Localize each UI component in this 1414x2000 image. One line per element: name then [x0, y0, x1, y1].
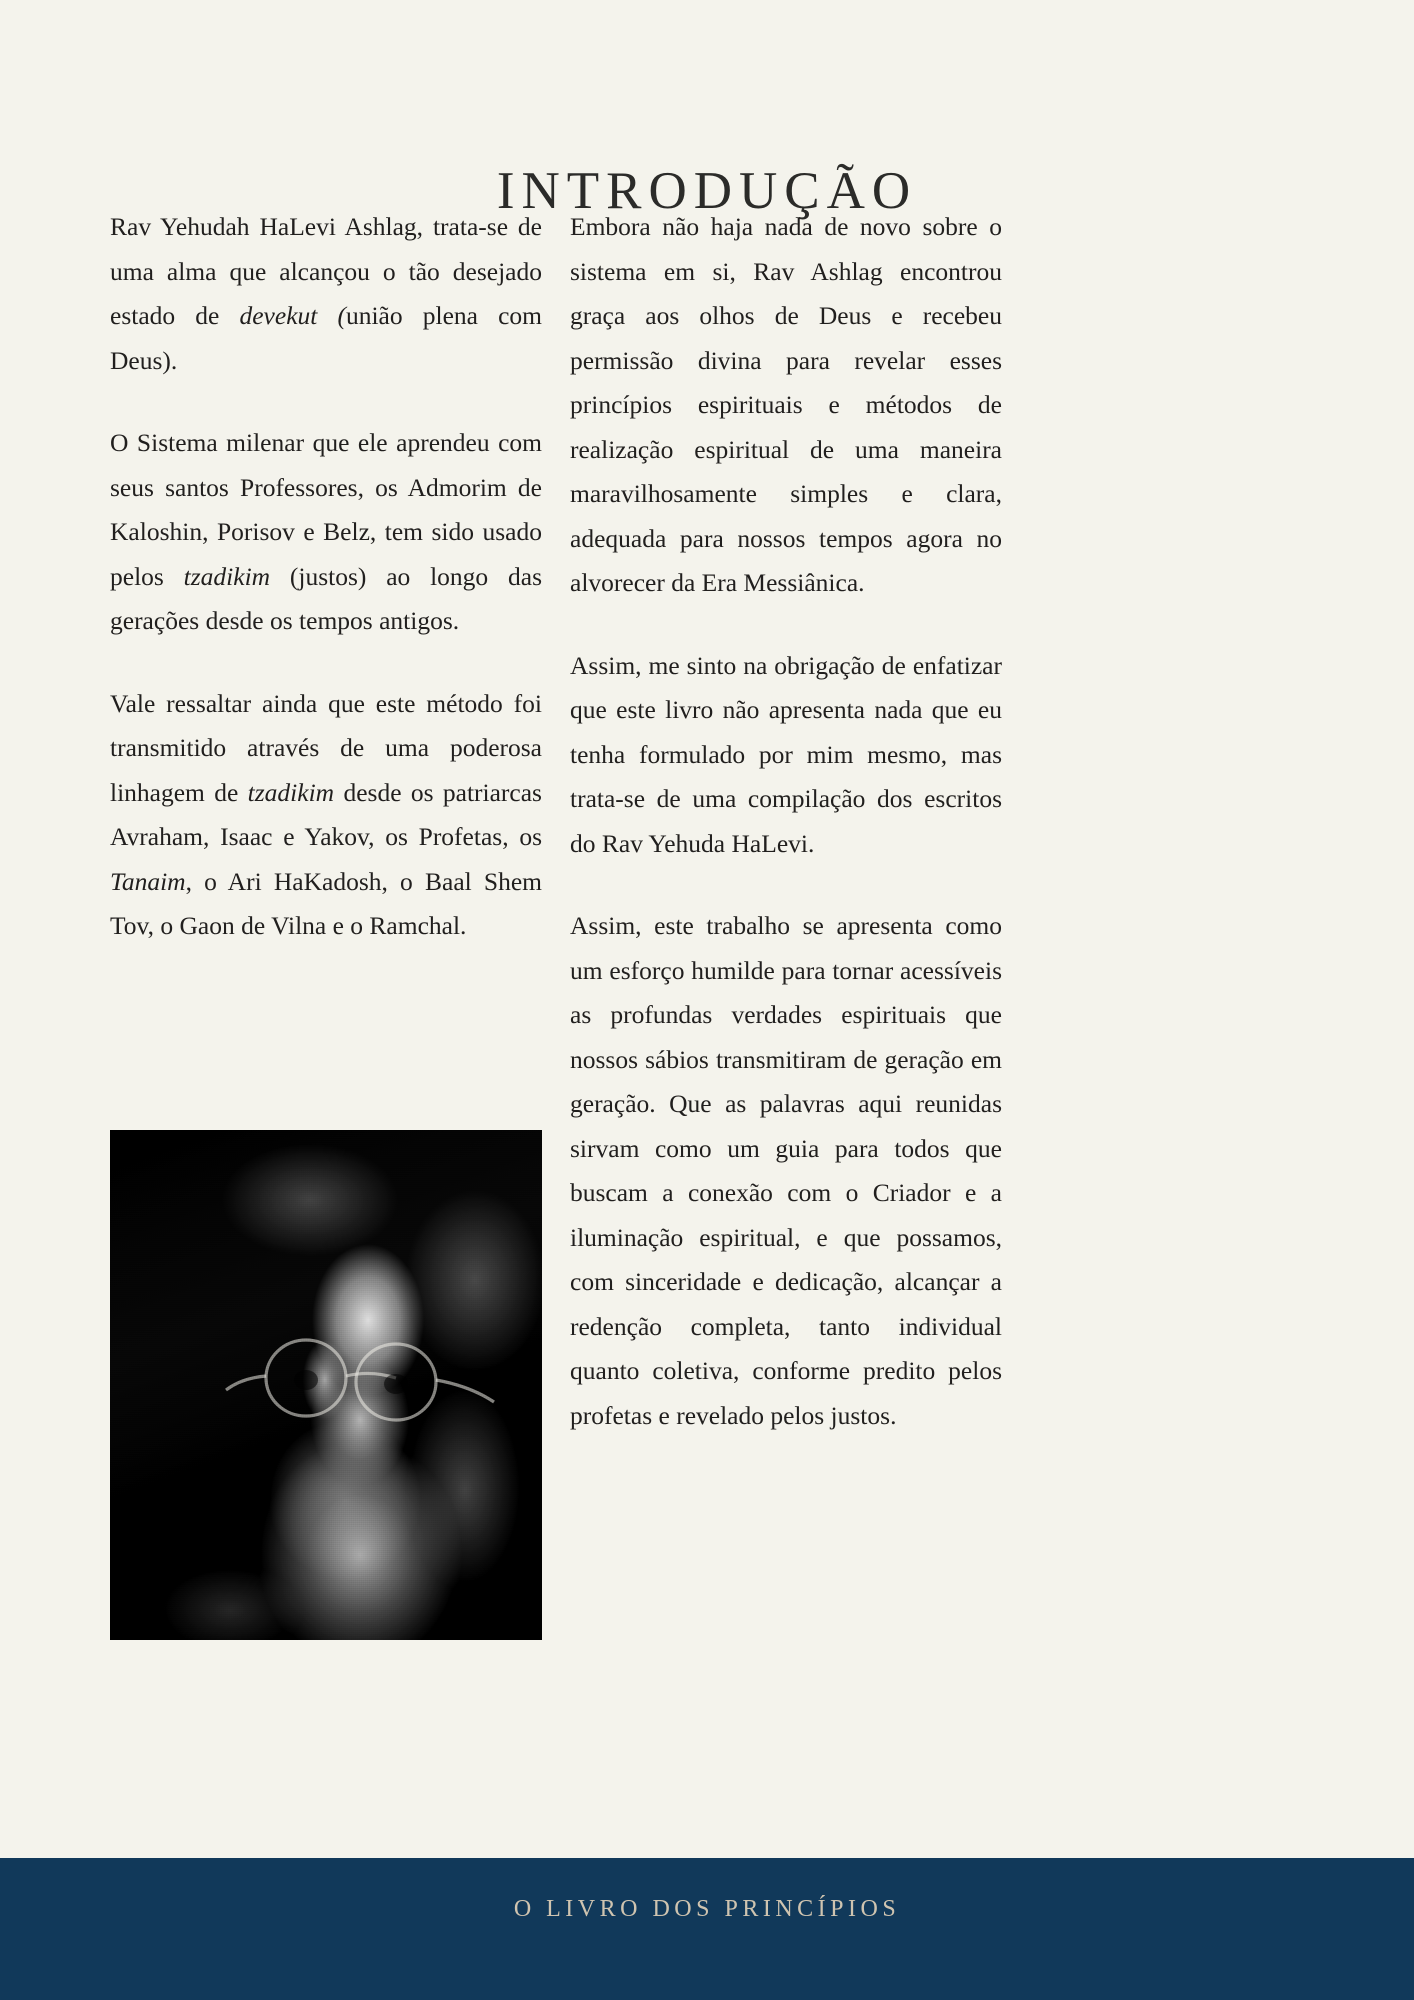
paragraph: [570, 205, 1002, 606]
emphasis-term: tzadikim: [247, 777, 335, 807]
page-footer-band: [0, 1858, 1414, 2000]
text-run: Rav Yehudah HaLevi Ashlag, trata-se de uma alma que alcançou o tão desejado estado de: [110, 212, 542, 330]
text-run: (justos) ao longo das gerações desde os tempos antigos.: [110, 561, 542, 635]
emphasis-term: devekut (: [239, 301, 346, 330]
text-run: , o Ari HaKadosh, o Baal Shem Tov, o Gaon de Vilna e o Ramchal.: [110, 866, 542, 940]
book-title-footer: O LIVRO DOS PRINCÍPIOS: [513, 1896, 901, 1922]
text-run: Embora não haja nada de novo sobre o sistema em si, Rav Ashlag encontrou graça aos olhos de Deus e recebeu permissão divina para revelar esses princípios espirituais e métodos de realização espiritual de uma maneira maravilhosamente simples e clara, adequada para nossos tempos agora no alvorecer da Era Messiânica.: [570, 212, 1002, 597]
page-title: INTRODUÇÃO: [496, 161, 918, 220]
text-run: desde os patriarcas Avraham, Isaac e Yakov, os Profetas, os: [110, 777, 542, 851]
text-run: O Sistema milenar que ele aprendeu com seus santos Professores, os Admorim de Kaloshin, Porisov e Belz, tem sido usado pelos: [110, 428, 542, 591]
rabbi-portrait-photo: [110, 1130, 542, 1640]
portrait-image: [110, 1130, 542, 1640]
paragraph: [570, 644, 1002, 867]
text-run: Vale ressaltar ainda que este método foi transmitido através de uma poderosa linhagem de: [110, 688, 542, 807]
paragraph: [110, 682, 542, 949]
paragraph: [570, 904, 1002, 1438]
paragraph: [110, 421, 542, 644]
paragraph: [110, 205, 542, 383]
emphasis-term: tzadikim: [183, 561, 271, 591]
text-column-right: [570, 205, 1002, 1438]
text-run: Assim, este trabalho se apresenta como um esforço humilde para tornar acessíveis as profundas verdades espirituais que nossos sábios transmitiram de geração em geração. Que as palavras aqui reunidas sirvam como um guia para todos que buscam a conexão com o Criador e a iluminação espiritual, e que possamos, com sinceridade e dedicação, alcançar a redenção completa, tanto individual quanto coletiva, conforme predito pelos profetas e revelado pelos justos.: [570, 911, 1002, 1430]
text-column-left: [110, 205, 542, 949]
text-run: Assim, me sinto na obrigação de enfatizar que este livro não apresenta nada que eu tenha formulado por mim mesmo, mas trata-se de uma compilação dos escritos do Rav Yehuda HaLevi.: [570, 650, 1002, 858]
text-run: união plena com Deus).: [110, 301, 543, 375]
emphasis-term: Tanaim: [110, 866, 186, 896]
